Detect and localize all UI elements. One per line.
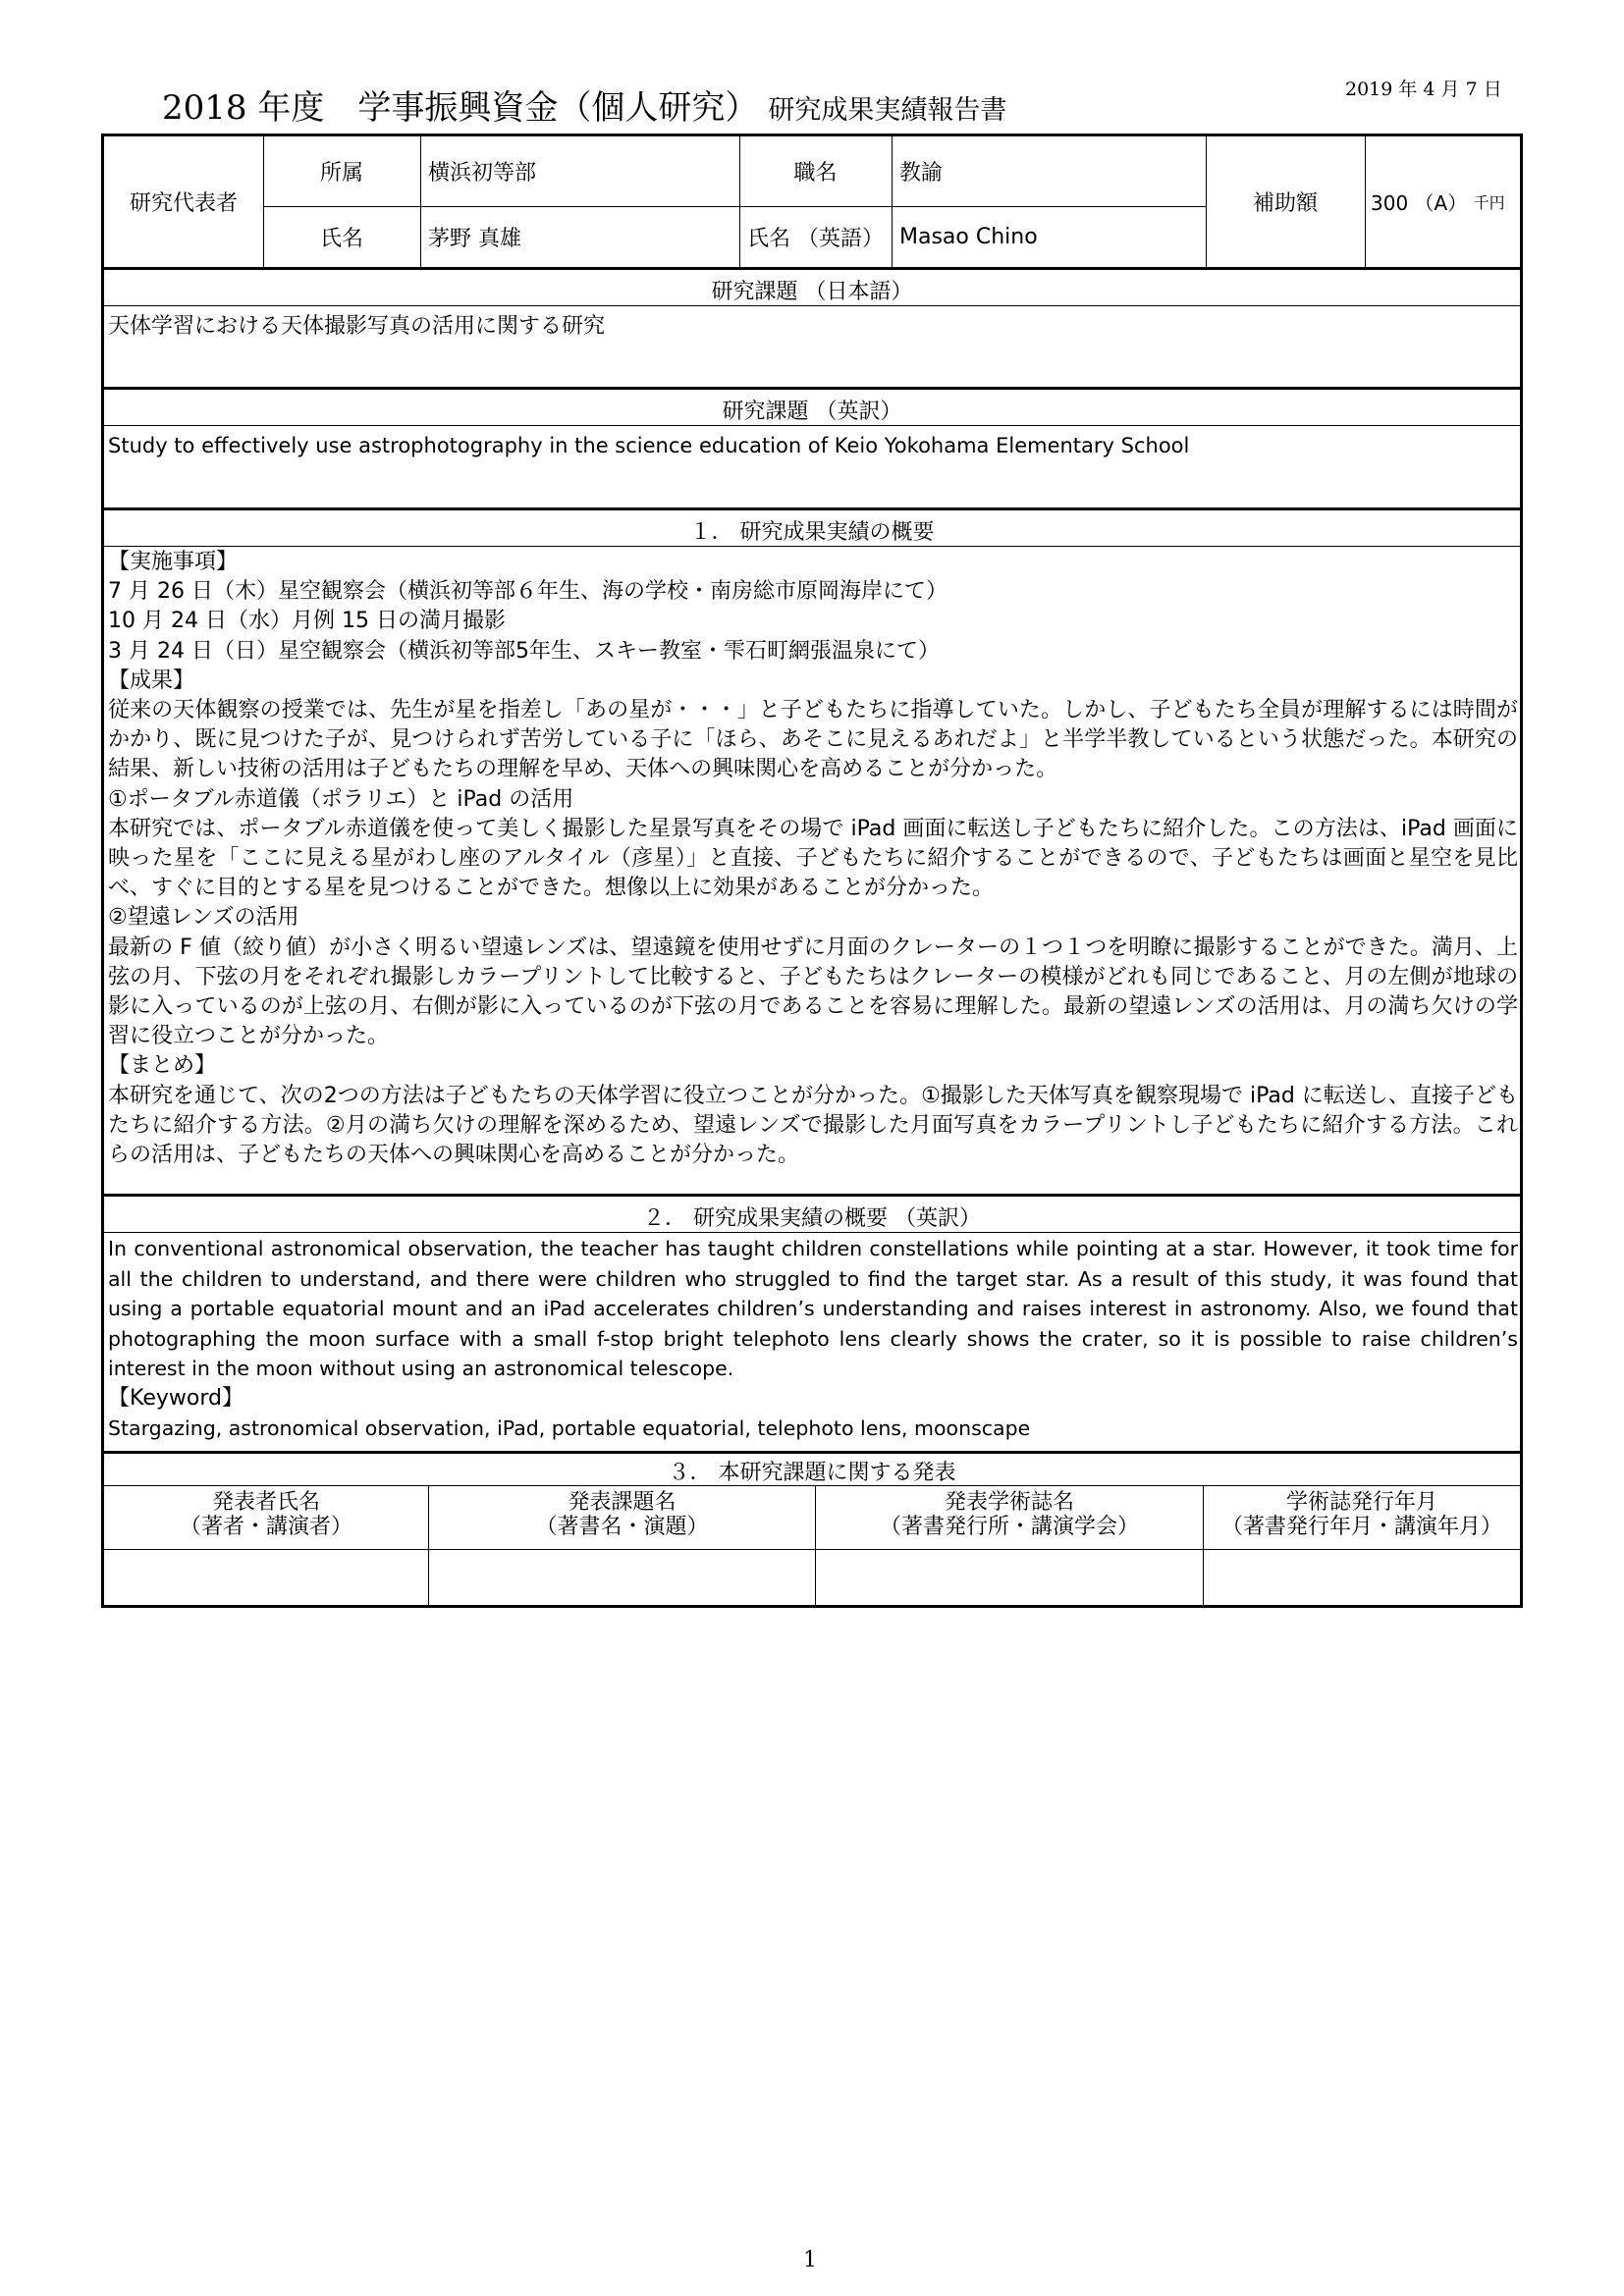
grant-unit: 千円 xyxy=(1473,193,1505,212)
summary-en-header: ２． 研究成果実績の概要 （英訳） xyxy=(643,1206,981,1231)
summary-line: ①ポータブル赤道儀（ポラリエ）と iPad の活用 xyxy=(108,786,574,812)
pub-col-author: 発表者氏名 （著者・講演者） xyxy=(179,1490,352,1539)
keyword-label: 【Keyword】 xyxy=(108,1385,244,1411)
divider xyxy=(104,1549,1520,1550)
grant-value: 300 （A） xyxy=(1371,191,1468,215)
report-title-main: 2018 年度 学事振興資金（個人研究） xyxy=(162,88,759,128)
section-border xyxy=(104,387,1520,390)
report-date: 2019 年 4 月 7 日 xyxy=(1345,79,1502,100)
section-border xyxy=(104,1451,1520,1454)
publications-header: ３． 本研究課題に関する発表 xyxy=(668,1461,956,1485)
keywords: Stargazing, astronomical observation, iPad, portable equatorial, telephoto lens, moonscape xyxy=(108,1416,1031,1440)
summary-en-body xyxy=(108,1234,1518,1444)
summary-header: １． 研究成果実績の概要 xyxy=(689,520,935,545)
grant-label: 補助額 xyxy=(1252,191,1318,216)
name-label: 氏名 xyxy=(319,227,363,251)
report-title-sub: 研究成果実績報告書 xyxy=(768,95,1007,126)
summary-line: 【成果】 xyxy=(108,667,195,693)
affiliation-value: 横浜初等部 xyxy=(428,161,537,186)
summary-line: 10 月 24 日（水）月例 15 日の満月撮影 xyxy=(108,609,506,634)
summary-line: 【まとめ】 xyxy=(108,1053,217,1079)
divider xyxy=(104,1485,1520,1486)
divider xyxy=(104,305,1520,306)
info-bottom-border xyxy=(104,267,1520,270)
section-border xyxy=(104,507,1520,510)
pub-col-date: 学術誌発行年月 （著書発行年月・講演年月） xyxy=(1220,1490,1502,1539)
summary-line: 【実施事項】 xyxy=(108,550,239,574)
page-title xyxy=(162,80,1006,129)
name-value: 茅野 真雄 xyxy=(428,227,521,251)
pub-col-journal: 発表学術誌名 （著書発行所・講演学会） xyxy=(879,1490,1139,1539)
summary-paragraph: 本研究では、ポータブル赤道儀を使って美しく撮影した星景写真をその場で iPad 画面に転送し子どもたちに紹介した。この方法は、iPad 画面に映った星を「ここに見える星がわし座のアルタイル（彦星）」と直接、子どもたちに紹介することができるので、子どもたちは画面と星空を見比べ、すぐに目的とする星を見つけることができた。想像以上に効果があることが分かった。 xyxy=(108,816,1518,901)
topic-jp-header: 研究課題 （日本語） xyxy=(711,280,913,304)
grant-amount xyxy=(1365,136,1520,267)
page-number: 1 xyxy=(803,2248,817,2272)
summary-line: ②望遠レンズの活用 xyxy=(108,905,299,931)
summary-paragraph: 本研究を通じて、次の2つの方法は子どもたちの天体学習に役立つことが分かった。①撮影した天体写真を観察現場で iPad に転送し、直接子どもたちに紹介する方法。②月の満ち欠けの理解を深めるため、望遠レンズで撮影した月面写真をカラープリントし子どもたちに紹介する方法。これらの活用は、子どもたちの天体への興味関心を高めることが分かった。 xyxy=(108,1083,1518,1168)
affiliation-label: 所属 xyxy=(319,161,363,186)
representative-label: 研究代表者 xyxy=(129,191,238,216)
summary-paragraph: 従来の天体観察の授業では、先生が星を指差し「あの星が・・・」と子どもたちに指導していた。しかし、子どもたち全員が理解するには時間がかかり、既に見つけた子が、見つけられず苦労している子に「ほら、あそこに見えるあれだよ」と半学半教しているという状態だった。本研究の結果、新しい技術の活用は子どもたちの理解を早め、天体への興味関心を高めることが分かった。 xyxy=(108,698,1518,782)
topic-en-text: Study to effectively use astrophotography in the science education of Keio Yokohama Elementary School xyxy=(108,434,1190,457)
pub-col-title: 発表課題名 （著書名・演題） xyxy=(535,1490,709,1539)
section-border xyxy=(104,1194,1520,1197)
summary-en-paragraph: In conventional astronomical observation, the teacher has taught children constellations while pointing at a star. However, it took time for all the children to understand, and there were children who struggled to find the target star. As a result of this study, it was found that using a portable equatorial mount and an iPad accelerates children’s understanding and raises interest in astronomy. Also, we found that photographing the moon surface with a small f-stop bright telephoto lens clearly shows the crater, so it is possible to raise children’s interest in the moon without using an astronomical telescope. xyxy=(108,1237,1518,1380)
divider xyxy=(104,1232,1520,1233)
summary-line: 3 月 24 日（日）星空観察会（横浜初等部5年生、スキー教室・雫石町網張温泉にて） xyxy=(108,638,940,664)
name-en-label: 氏名 （英語） xyxy=(747,227,884,251)
topic-jp-text: 天体学習における天体撮影写真の活用に関する研究 xyxy=(108,314,606,339)
divider xyxy=(104,425,1520,426)
summary-line: 7 月 26 日（木）星空観察会（横浜初等部６年生、海の学校・南房総市原岡海岸にて） xyxy=(108,579,947,605)
position-label: 職名 xyxy=(793,161,838,186)
summary-paragraph: 最新の F 値（絞り値）が小さく明るい望遠レンズは、望遠鏡を使用せずに月面のクレーターの１つ１つを明瞭に撮影することができた。満月、上弦の月、下弦の月をそれぞれ撮影しカラープリントして比較すると、子どもたちはクレーターの模様がどれも同じであること、月の左側が地球の影に入っているのが上弦の月、右側が影に入っているのが下弦の月であることを容易に理解した。最新の望遠レンズの活用は、月の満ち欠けの学習に役立つことが分かった。 xyxy=(108,934,1518,1049)
name-en-value: Masao Chino xyxy=(899,225,1038,249)
summary-body xyxy=(108,548,1518,1170)
topic-en-header: 研究課題 （英訳） xyxy=(722,400,902,424)
divider xyxy=(104,546,1520,547)
position-value: 教諭 xyxy=(899,161,944,186)
